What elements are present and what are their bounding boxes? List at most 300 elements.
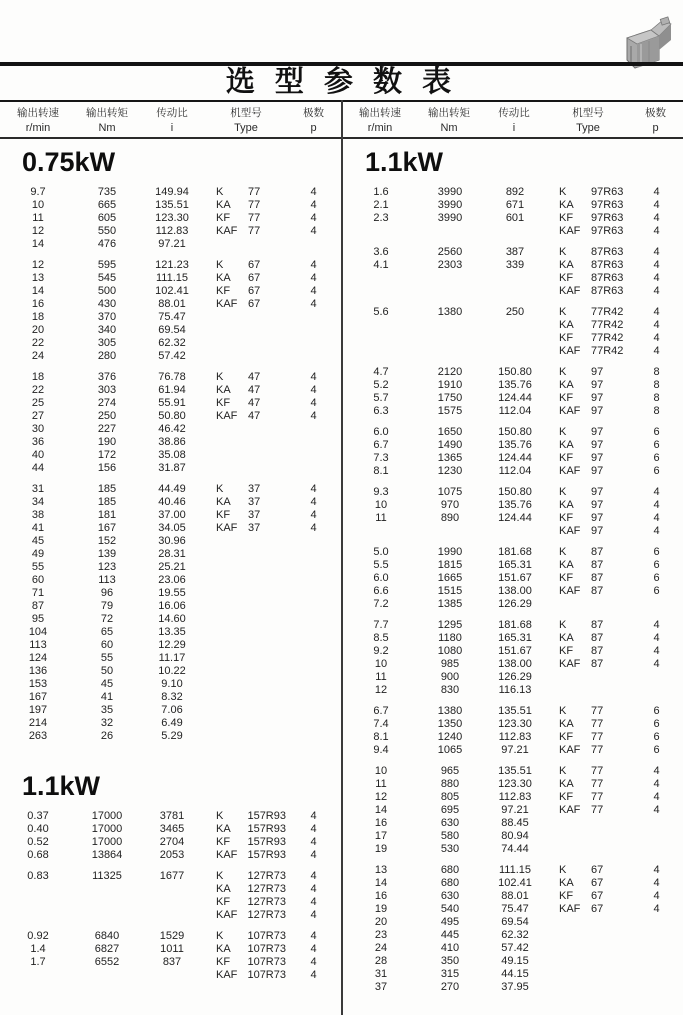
torque-value: 900 xyxy=(440,671,460,683)
ratio-value: 150.80 xyxy=(498,366,532,378)
type-prefix: K xyxy=(559,864,567,876)
data-column-left xyxy=(0,139,341,1002)
ratio-value: 339 xyxy=(505,259,525,271)
type-size: 77 xyxy=(591,731,604,743)
torque-value: 50 xyxy=(100,665,114,677)
type-size: 77 xyxy=(591,791,604,803)
table-row xyxy=(0,462,341,475)
type-value xyxy=(549,830,629,843)
table-row xyxy=(343,439,683,452)
table-row xyxy=(343,546,683,559)
poles-value: 6 xyxy=(653,718,660,730)
poles-value xyxy=(286,423,341,436)
ratio-value xyxy=(138,909,206,922)
torque-value: 1350 xyxy=(437,718,463,730)
poles-value: 4 xyxy=(653,512,660,524)
type-prefix xyxy=(559,955,591,968)
type-prefix: KAF xyxy=(559,345,581,357)
type-value xyxy=(549,890,629,903)
table-row xyxy=(343,705,683,718)
type-size: 157R93 xyxy=(247,836,286,848)
torque-value: 1075 xyxy=(437,486,463,498)
poles-value xyxy=(286,324,341,337)
type-prefix: KAF xyxy=(559,585,581,597)
speed-value: 6.7 xyxy=(373,439,389,451)
type-prefix: KF xyxy=(216,285,231,297)
table-row xyxy=(0,384,341,397)
type-value xyxy=(206,423,286,436)
speed-value: 44 xyxy=(31,462,45,474)
type-value xyxy=(206,462,286,475)
speed-value: 71 xyxy=(31,587,45,599)
table-row xyxy=(0,836,341,849)
table-row xyxy=(0,272,341,285)
type-value xyxy=(549,903,629,916)
poles-value: 4 xyxy=(653,632,660,644)
type-value xyxy=(549,981,629,994)
speed-value: 5.7 xyxy=(373,392,389,404)
table-row xyxy=(343,452,683,465)
torque-value: 26 xyxy=(100,730,114,742)
type-prefix xyxy=(216,548,248,561)
speed-value: 41 xyxy=(31,522,45,534)
gear-series-block xyxy=(0,930,341,982)
poles-value: 4 xyxy=(653,658,660,670)
poles-value xyxy=(286,717,341,730)
ratio-value xyxy=(481,345,549,358)
table-header-right xyxy=(342,102,683,137)
ratio-value: 11.17 xyxy=(158,652,186,664)
poles-value: 4 xyxy=(653,525,660,537)
table-row xyxy=(343,718,683,731)
table-row xyxy=(0,449,341,462)
type-prefix xyxy=(216,311,248,324)
table-row xyxy=(343,658,683,671)
type-size: 97 xyxy=(591,405,604,417)
gear-series-block xyxy=(343,426,683,478)
table-row xyxy=(0,397,341,410)
speed-value xyxy=(0,909,76,922)
type-value xyxy=(549,684,629,697)
type-value xyxy=(206,587,286,600)
table-row xyxy=(343,864,683,877)
table-row xyxy=(0,483,341,496)
type-prefix xyxy=(216,423,248,436)
type-value xyxy=(206,311,286,324)
type-value xyxy=(549,731,629,744)
torque-value: 500 xyxy=(97,285,117,297)
torque-value xyxy=(419,225,481,238)
type-prefix xyxy=(216,691,248,704)
ratio-value: 150.80 xyxy=(498,426,532,438)
ratio-value: 135.76 xyxy=(498,379,532,391)
torque-value: 17000 xyxy=(91,810,123,822)
poles-value xyxy=(629,830,683,843)
torque-value xyxy=(419,345,481,358)
header-ratio: 传动比 i xyxy=(156,107,188,134)
speed-value: 0.83 xyxy=(27,870,49,882)
table-row xyxy=(343,765,683,778)
torque-value: 630 xyxy=(440,817,460,829)
poles-value: 6 xyxy=(653,452,660,464)
type-size: 87R63 xyxy=(591,259,624,271)
type-prefix: KAF xyxy=(216,969,238,981)
speed-value xyxy=(343,319,419,332)
poles-value: 4 xyxy=(310,810,317,822)
poles-value xyxy=(286,238,341,251)
torque-value: 340 xyxy=(97,324,117,336)
ratio-value: 123.30 xyxy=(498,778,532,790)
type-prefix: KF xyxy=(216,836,231,848)
torque-value: 1815 xyxy=(437,559,463,571)
type-size: 77 xyxy=(248,199,261,211)
type-value xyxy=(206,870,286,883)
table-row xyxy=(343,929,683,942)
torque-value xyxy=(419,525,481,538)
header-type: 机型号 Type xyxy=(572,107,604,134)
torque-value: 1490 xyxy=(437,439,463,451)
table-row xyxy=(0,704,341,717)
torque-value xyxy=(419,319,481,332)
poles-value: 4 xyxy=(310,212,317,224)
table-row xyxy=(343,791,683,804)
poles-value xyxy=(286,691,341,704)
type-value xyxy=(549,259,629,272)
ratio-value: 46.42 xyxy=(158,423,186,435)
poles-value: 6 xyxy=(653,585,660,597)
speed-value: 0.40 xyxy=(27,823,49,835)
gear-series-block xyxy=(343,366,683,418)
type-value xyxy=(206,285,286,298)
ratio-value: 135.51 xyxy=(155,199,189,211)
type-value xyxy=(206,626,286,639)
torque-value: 376 xyxy=(97,371,117,383)
gear-series-block xyxy=(0,371,341,475)
ratio-value: 37.00 xyxy=(158,509,186,521)
type-value xyxy=(549,512,629,525)
table-row xyxy=(0,652,341,665)
type-size: 67 xyxy=(591,877,604,889)
type-prefix: KAF xyxy=(216,849,238,861)
torque-value: 1750 xyxy=(437,392,463,404)
type-prefix: KAF xyxy=(559,405,581,417)
speed-value: 60 xyxy=(31,574,45,586)
poles-value xyxy=(286,600,341,613)
poles-value: 8 xyxy=(653,392,660,404)
torque-value: 185 xyxy=(97,496,117,508)
type-prefix: KA xyxy=(559,559,574,571)
table-row xyxy=(0,522,341,535)
ratio-value: 135.76 xyxy=(498,439,532,451)
table-row xyxy=(0,423,341,436)
speed-value: 5.5 xyxy=(373,559,389,571)
ratio-value: 181.68 xyxy=(498,546,532,558)
speed-value: 87 xyxy=(31,600,45,612)
ratio-value: 75.47 xyxy=(501,903,529,915)
type-prefix: KF xyxy=(559,452,574,464)
torque-value: 1385 xyxy=(437,598,463,610)
type-prefix: K xyxy=(559,246,567,258)
type-value xyxy=(206,509,286,522)
speed-value: 19 xyxy=(374,843,388,855)
type-prefix xyxy=(559,942,591,955)
type-value xyxy=(206,561,286,574)
table-row xyxy=(343,968,683,981)
torque-value xyxy=(76,896,138,909)
table-row xyxy=(343,512,683,525)
ratio-value: 2704 xyxy=(159,836,185,848)
type-value xyxy=(549,619,629,632)
poles-value xyxy=(286,561,341,574)
poles-value: 4 xyxy=(310,849,317,861)
ratio-value: 10.22 xyxy=(158,665,186,677)
table-row xyxy=(343,942,683,955)
ratio-value: 74.44 xyxy=(501,843,529,855)
type-value xyxy=(549,765,629,778)
type-size: 77 xyxy=(591,765,604,777)
type-value xyxy=(206,691,286,704)
poles-value: 4 xyxy=(653,285,660,297)
type-prefix: K xyxy=(216,259,224,271)
speed-value: 2.1 xyxy=(373,199,389,211)
type-value xyxy=(549,272,629,285)
torque-value: 79 xyxy=(100,600,114,612)
type-size: 87 xyxy=(591,585,604,597)
type-value xyxy=(206,337,286,350)
speed-value: 25 xyxy=(31,397,45,409)
table-row xyxy=(343,877,683,890)
torque-value: 985 xyxy=(440,658,460,670)
table-row xyxy=(343,199,683,212)
type-value xyxy=(206,199,286,212)
type-value xyxy=(206,943,286,956)
speed-value: 6.0 xyxy=(373,426,389,438)
torque-value: 530 xyxy=(440,843,460,855)
torque-value: 139 xyxy=(97,548,117,560)
ratio-value: 112.83 xyxy=(498,791,532,803)
torque-value: 55 xyxy=(100,652,114,664)
type-value xyxy=(206,883,286,896)
type-prefix: KA xyxy=(559,379,574,391)
type-prefix: KF xyxy=(559,212,574,224)
poles-value: 4 xyxy=(310,186,317,198)
poles-value xyxy=(286,462,341,475)
torque-value: 113 xyxy=(98,574,116,586)
type-prefix xyxy=(216,717,248,730)
ratio-value xyxy=(481,285,549,298)
poles-value: 4 xyxy=(310,870,317,882)
poles-value xyxy=(286,548,341,561)
type-prefix: KA xyxy=(559,778,574,790)
speed-value: 1.4 xyxy=(30,943,46,955)
torque-value: 1575 xyxy=(437,405,463,417)
torque-value: 350 xyxy=(440,955,460,967)
torque-value: 665 xyxy=(97,199,117,211)
type-prefix xyxy=(216,238,248,251)
table-row xyxy=(343,804,683,817)
speed-value xyxy=(0,969,76,982)
type-value xyxy=(549,199,629,212)
speed-value: 2.3 xyxy=(373,212,389,224)
torque-value: 35 xyxy=(100,704,114,716)
type-prefix: KAF xyxy=(216,909,238,921)
type-prefix: K xyxy=(559,705,567,717)
poles-value xyxy=(286,652,341,665)
power-section-title: 1.1kW xyxy=(22,771,101,801)
type-size: 157R93 xyxy=(247,810,286,822)
type-prefix: KF xyxy=(559,572,574,584)
torque-value: 605 xyxy=(97,212,117,224)
table-row xyxy=(0,600,341,613)
power-section xyxy=(343,147,683,994)
poles-value: 4 xyxy=(310,836,317,848)
speed-value: 24 xyxy=(374,942,388,954)
type-value xyxy=(549,486,629,499)
table-row xyxy=(0,613,341,626)
type-size: 97 xyxy=(591,366,604,378)
type-size: 87 xyxy=(591,572,604,584)
type-value xyxy=(549,345,629,358)
table-header-left xyxy=(0,102,341,137)
type-prefix: KF xyxy=(559,332,574,344)
torque-value: 156 xyxy=(97,462,117,474)
speed-value: 14 xyxy=(374,877,388,889)
type-prefix: KA xyxy=(559,259,574,271)
header-ratio: 传动比 i xyxy=(498,107,530,134)
type-size: 127R73 xyxy=(247,883,286,895)
type-prefix xyxy=(559,843,591,856)
poles-value: 4 xyxy=(653,272,660,284)
poles-value: 4 xyxy=(653,259,660,271)
type-size: 67 xyxy=(248,259,261,271)
poles-value xyxy=(629,684,683,697)
speed-value: 11 xyxy=(375,671,387,683)
type-value xyxy=(549,319,629,332)
type-size: 87 xyxy=(591,645,604,657)
type-size: 47 xyxy=(248,410,261,422)
speed-value: 8.1 xyxy=(373,465,389,477)
type-size: 97 xyxy=(591,426,604,438)
type-prefix: KF xyxy=(559,890,574,902)
speed-value: 14 xyxy=(31,238,45,250)
torque-value: 6827 xyxy=(94,943,120,955)
ratio-value: 28.31 xyxy=(158,548,186,560)
torque-value: 445 xyxy=(440,929,460,941)
type-size: 107R73 xyxy=(247,943,286,955)
type-prefix: K xyxy=(216,483,224,495)
gear-series-block xyxy=(343,705,683,757)
gear-series-block xyxy=(343,486,683,538)
speed-value: 30 xyxy=(31,423,45,435)
poles-value: 4 xyxy=(653,186,660,198)
type-size: 87R63 xyxy=(591,246,624,258)
torque-value: 680 xyxy=(440,864,460,876)
ratio-value: 3465 xyxy=(159,823,185,835)
type-value xyxy=(206,849,286,862)
speed-value xyxy=(343,285,419,298)
table-row xyxy=(0,509,341,522)
type-value xyxy=(206,548,286,561)
ratio-value: 69.54 xyxy=(158,324,186,336)
type-prefix: KA xyxy=(559,439,574,451)
type-size: 77R42 xyxy=(591,319,624,331)
torque-value: 17000 xyxy=(91,823,123,835)
ratio-value: 97.21 xyxy=(158,238,186,250)
poles-value xyxy=(629,843,683,856)
type-size: 97 xyxy=(591,525,604,537)
ratio-value: 1677 xyxy=(159,870,185,882)
table-row xyxy=(0,238,341,251)
table-row xyxy=(343,684,683,697)
torque-value: 495 xyxy=(440,916,460,928)
type-value xyxy=(549,632,629,645)
ratio-value: 135.76 xyxy=(498,499,532,511)
speed-value: 18 xyxy=(31,371,45,383)
table-row xyxy=(0,259,341,272)
torque-value: 1365 xyxy=(437,452,463,464)
speed-value xyxy=(0,883,76,896)
type-size: 77 xyxy=(591,718,604,730)
poles-value: 4 xyxy=(310,259,317,271)
type-value xyxy=(549,645,629,658)
ratio-value: 126.29 xyxy=(498,598,532,610)
speed-value: 27 xyxy=(31,410,45,422)
poles-value: 6 xyxy=(653,439,660,451)
table-row xyxy=(343,306,683,319)
speed-value: 6.7 xyxy=(373,705,389,717)
ratio-value: 75.47 xyxy=(158,311,186,323)
ratio-value: 97.21 xyxy=(501,744,529,756)
header-speed: 输出转速 r/min xyxy=(17,107,59,134)
type-value xyxy=(206,397,286,410)
poles-value: 6 xyxy=(653,546,660,558)
table-row xyxy=(343,486,683,499)
type-size: 107R73 xyxy=(247,956,286,968)
speed-value: 16 xyxy=(374,890,388,902)
type-value xyxy=(206,836,286,849)
ratio-value: 23.06 xyxy=(158,574,186,586)
gear-series-block xyxy=(0,870,341,922)
type-prefix: KA xyxy=(559,718,574,730)
table-row xyxy=(0,535,341,548)
table-row xyxy=(0,678,341,691)
poles-value: 4 xyxy=(653,645,660,657)
type-value xyxy=(206,600,286,613)
speed-value: 16 xyxy=(374,817,388,829)
type-prefix xyxy=(559,929,591,942)
speed-value: 6.3 xyxy=(373,405,389,417)
table-row xyxy=(343,778,683,791)
type-value xyxy=(206,371,286,384)
type-value xyxy=(549,968,629,981)
table-row xyxy=(0,574,341,587)
speed-value: 197 xyxy=(28,704,48,716)
table-row xyxy=(0,883,341,896)
torque-value xyxy=(419,332,481,345)
table-row xyxy=(343,366,683,379)
torque-value: 1380 xyxy=(437,306,463,318)
poles-value xyxy=(629,817,683,830)
ratio-value: 126.29 xyxy=(498,671,532,683)
torque-value: 970 xyxy=(440,499,460,511)
speed-value: 45 xyxy=(31,535,45,547)
ratio-value: 88.45 xyxy=(501,817,529,829)
poles-value xyxy=(286,639,341,652)
type-value xyxy=(549,246,629,259)
torque-value: 152 xyxy=(97,535,117,547)
poles-value xyxy=(286,449,341,462)
ratio-value: 111.15 xyxy=(155,272,188,284)
